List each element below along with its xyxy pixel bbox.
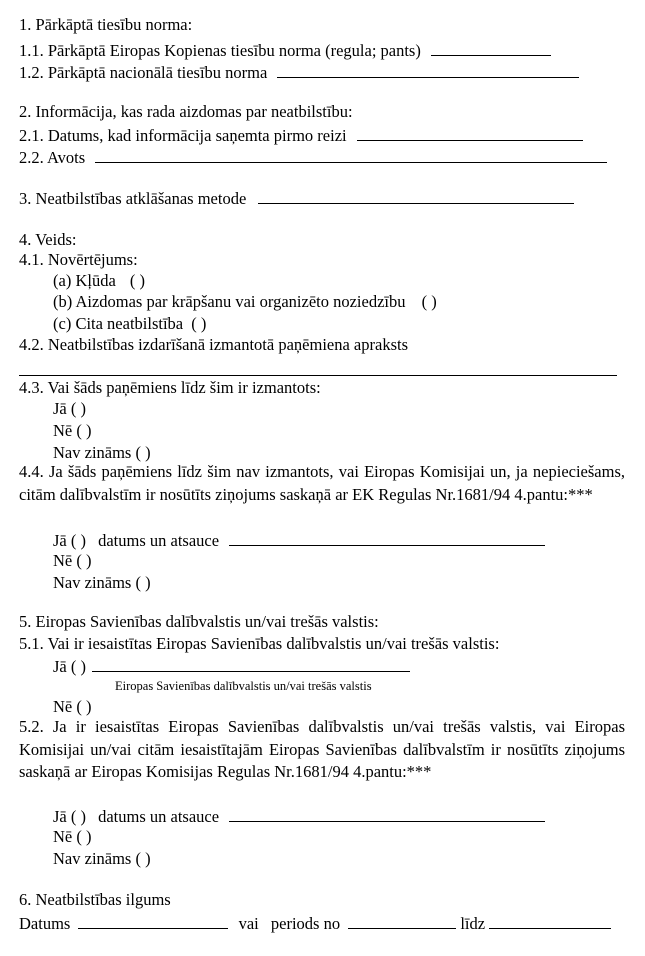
- duration-period-label: periods no: [270, 914, 341, 933]
- commission-reported-yes-checkbox[interactable]: Jā ( ): [53, 807, 86, 826]
- first-received-date-field[interactable]: [357, 125, 583, 141]
- option-error-checkbox[interactable]: ( ): [129, 271, 146, 290]
- section-6-heading: 6. Neatbilstības ilgums: [19, 890, 171, 909]
- section-3-label: 3. Neatbilstības atklāšanas metode: [19, 189, 247, 208]
- item-1-1-label: 1.1. Pārkāptā Eiropas Kopienas tiesību norma (regula; pants): [19, 41, 421, 60]
- section-2-heading: 2. Informācija, kas rada aizdomas par neatbilstību:: [19, 102, 353, 121]
- item-2-1: [19, 125, 583, 146]
- item-4-3-heading: 4.3. Vai šāds paņēmiens līdz šim ir izmantots:: [19, 378, 321, 397]
- option-fraud-label: (b) Aizdomas par krāpšanu vai organizēto noziedzību: [53, 292, 406, 311]
- section-5-heading: 5. Eiropas Savienības dalībvalstis un/vai trešās valstis:: [19, 612, 379, 631]
- method-description-field[interactable]: [19, 375, 617, 376]
- commission-reported-no-checkbox[interactable]: Nē ( ): [53, 827, 92, 846]
- section-3: [19, 188, 574, 209]
- commission-reported-unknown-checkbox[interactable]: Nav zināms ( ): [53, 849, 151, 868]
- item-2-1-label: 2.1. Datums, kad informācija saņemta pirmo reizi: [19, 126, 347, 145]
- duration-to-label: līdz: [460, 914, 486, 933]
- section-1-heading: 1. Pārkāptā tiesību norma:: [19, 15, 193, 34]
- reported-date-field[interactable]: [229, 530, 545, 546]
- period-from-field[interactable]: [348, 913, 456, 929]
- item-4-4-text: 4.4. Ja šāds paņēmiens līdz šim nav izmantots, vai Eiropas Komisijai un, ja nepieciešams, citām dalībvalstīm ir nosūtīts ziņojums saskaņā ar EK Regulas Nr.1681/94 4.pantu:***: [19, 462, 625, 504]
- option-4-1-b: [53, 292, 437, 312]
- duration-date-label: Datums: [19, 914, 71, 933]
- used-no-checkbox[interactable]: Nē ( ): [53, 421, 92, 440]
- countries-field[interactable]: [92, 656, 410, 672]
- option-fraud-checkbox[interactable]: ( ): [421, 292, 437, 311]
- option-4-1-a: [53, 271, 145, 291]
- option-other-label: (c) Cita neatbilstība: [53, 314, 184, 333]
- item-2-2: [19, 147, 607, 168]
- option-4-1-c: [53, 314, 206, 334]
- used-yes-checkbox[interactable]: Jā ( ): [53, 399, 86, 418]
- item-5-1-yes-row: [53, 656, 410, 677]
- involved-yes-checkbox[interactable]: Jā ( ): [53, 657, 86, 676]
- item-4-4-yes-row: [53, 530, 545, 551]
- reported-unknown-checkbox[interactable]: Nav zināms ( ): [53, 573, 151, 592]
- used-unknown-checkbox[interactable]: Nav zināms ( ): [53, 443, 151, 462]
- reported-date-label: datums un atsauce: [98, 531, 220, 550]
- eu-norm-field[interactable]: [431, 40, 551, 56]
- item-1-2-label: 1.2. Pārkāptā nacionālā tiesību norma: [19, 63, 268, 82]
- commission-date-label: datums un atsauce: [98, 807, 220, 826]
- duration-date-field[interactable]: [78, 913, 228, 929]
- item-5-2-yes-row: [53, 806, 545, 827]
- item-5-1-heading: 5.1. Vai ir iesaistītas Eiropas Savienības dalībvalstis un/vai trešās valstis:: [19, 634, 500, 653]
- section-4-heading: 4. Veids:: [19, 230, 77, 249]
- option-other-checkbox[interactable]: ( ): [191, 314, 207, 333]
- national-norm-field[interactable]: [277, 62, 579, 78]
- source-field[interactable]: [95, 147, 607, 163]
- duration-row: [19, 913, 611, 934]
- commission-date-field[interactable]: [229, 806, 545, 822]
- countries-field-caption: Eiropas Savienības dalībvalstis un/vai trešās valstis: [115, 679, 372, 693]
- item-4-2-heading: 4.2. Neatbilstības izdarīšanā izmantotā paņēmiena apraksts: [19, 335, 408, 354]
- duration-or-label: vai: [238, 914, 259, 933]
- item-5-2-text: 5.2. Ja ir iesaistītas Eiropas Savienības dalībvalstis un/vai trešās valstis, vai Eiropas Komisijai un/vai citām iesaistītajām Eiropas Savienības dalībvalstīm ir nosūtīts ziņojums saskaņā ar Eiropas Komisijas Regulas Nr.1681/94 4.pantu:***: [19, 717, 625, 781]
- reported-no-checkbox[interactable]: Nē ( ): [53, 551, 92, 570]
- option-error-label: (a) Kļūda: [53, 271, 116, 290]
- involved-no-checkbox[interactable]: Nē ( ): [53, 697, 92, 716]
- detection-method-field[interactable]: [258, 188, 574, 204]
- reported-yes-checkbox[interactable]: Jā ( ): [53, 531, 86, 550]
- item-4-1-heading: 4.1. Novērtējums:: [19, 250, 138, 269]
- item-1-2: [19, 62, 579, 83]
- period-to-field[interactable]: [489, 913, 611, 929]
- item-1-1: [19, 40, 551, 61]
- item-2-2-label: 2.2. Avots: [19, 148, 86, 167]
